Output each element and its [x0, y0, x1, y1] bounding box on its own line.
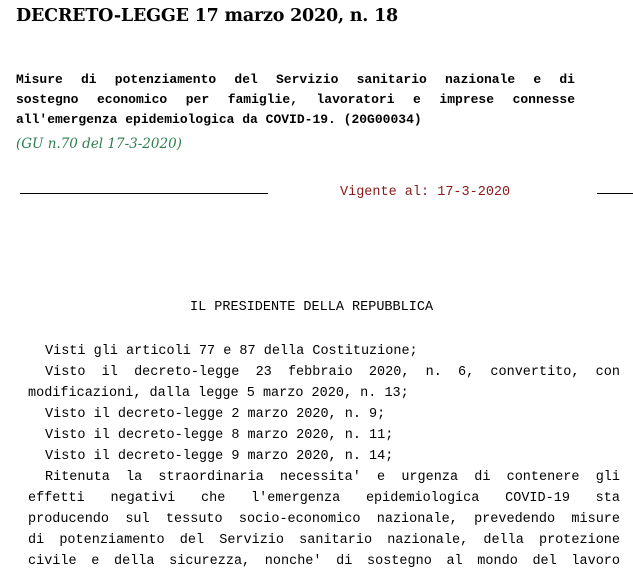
body-line: Visti gli articoli 77 e 87 della Costituzione;: [45, 344, 418, 359]
subtitle-line: Misure di potenziamento del Servizio sanitario nazionale e di: [16, 72, 575, 87]
decree-title: DECRETO-LEGGE 17 marzo 2020, n. 18: [16, 6, 399, 26]
body-line: di potenziamento del Servizio sanitario nazionale, della protezione: [28, 533, 620, 548]
issuer-heading: IL PRESIDENTE DELLA REPUBBLICA: [190, 300, 434, 315]
subtitle-line: sostegno economico per famiglie, lavoratori e imprese connesse: [16, 92, 575, 107]
body-line: effetti negativi che l'emergenza epidemiologica COVID-19 sta: [28, 491, 620, 506]
decree-subtitle: [16, 70, 575, 130]
body-line: Ritenuta la straordinaria necessita' e urgenza di contenere gli: [45, 470, 620, 485]
body-line: civile e della sicurezza, nonche' di sostegno al mondo del lavoro: [28, 554, 620, 569]
decree-body: [28, 341, 620, 571]
body-line: producendo sul tessuto socio-economico nazionale, prevedendo misure: [28, 512, 620, 527]
subtitle-line: all'emergenza epidemiologica da COVID-19. (20G00034): [16, 112, 422, 127]
body-line: Visto il decreto-legge 9 marzo 2020, n. 14;: [45, 449, 394, 464]
body-line: Visto il decreto-legge 8 marzo 2020, n. 11;: [45, 428, 394, 443]
body-line: Visto il decreto-legge 23 febbraio 2020, n. 6, convertito, con: [45, 365, 620, 380]
divider-left: [20, 193, 268, 194]
in-force-date: Vigente al: 17-3-2020: [340, 185, 511, 200]
gazette-reference: (GU n.70 del 17-3-2020): [16, 136, 182, 152]
body-line: modificazioni, dalla legge 5 marzo 2020, n. 13;: [28, 386, 409, 401]
body-line: Visto il decreto-legge 2 marzo 2020, n. 9;: [45, 407, 386, 422]
divider-right: [597, 193, 633, 194]
